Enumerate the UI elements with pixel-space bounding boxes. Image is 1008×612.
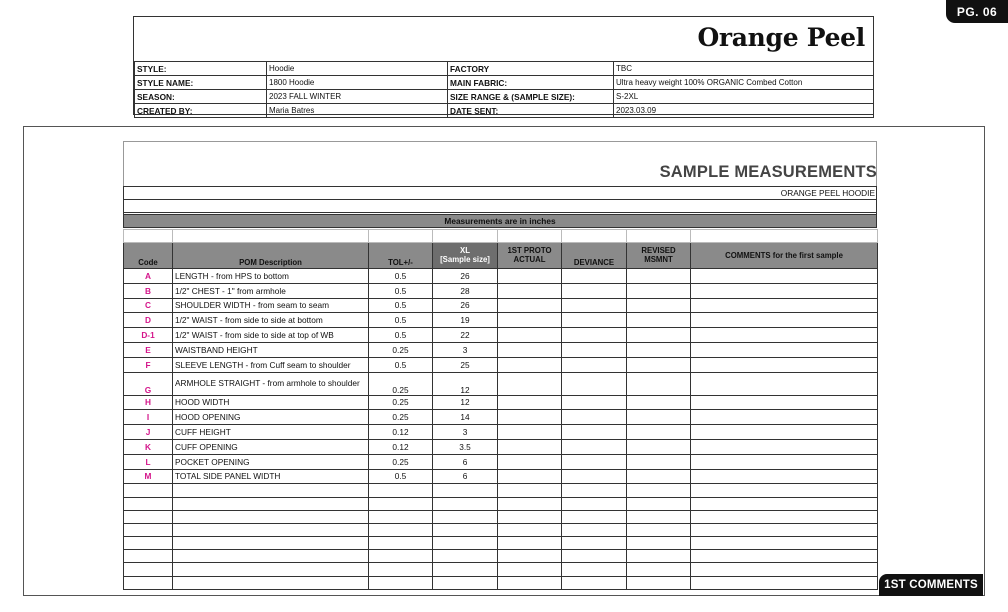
proto-label: 1ST PROTO <box>507 246 552 255</box>
sample-size-value: 3.5 <box>433 439 498 454</box>
empty-cell[interactable] <box>627 497 691 510</box>
deviance-cell[interactable] <box>562 454 627 469</box>
deviance-cell[interactable] <box>562 410 627 425</box>
style-label: STYLE: <box>135 62 267 76</box>
empty-cell[interactable] <box>173 484 369 497</box>
tolerance-value: 0.5 <box>369 328 433 343</box>
revised-msmnt-cell[interactable] <box>627 425 691 440</box>
empty-cell[interactable] <box>498 563 562 576</box>
factory-label: FACTORY <box>448 62 614 76</box>
measurement-row <box>124 269 878 284</box>
comments-cell[interactable] <box>691 425 878 440</box>
spacer-cell <box>124 230 173 243</box>
empty-cell[interactable] <box>433 510 498 523</box>
measurement-row <box>124 469 878 484</box>
pom-description: 1/2" CHEST - 1" from armhole <box>173 283 369 298</box>
empty-cell[interactable] <box>627 484 691 497</box>
comments-cell[interactable] <box>691 283 878 298</box>
revised-msmnt-cell[interactable] <box>627 313 691 328</box>
revised-msmnt-cell[interactable] <box>627 395 691 410</box>
sample-size-value: 3 <box>433 342 498 357</box>
tolerance-value: 0.5 <box>369 313 433 328</box>
pom-description: CUFF OPENING <box>173 439 369 454</box>
revised-msmnt-cell[interactable] <box>627 328 691 343</box>
empty-cell[interactable] <box>498 537 562 550</box>
empty-cell[interactable] <box>173 537 369 550</box>
empty-cell[interactable] <box>498 484 562 497</box>
pom-description: TOTAL SIDE PANEL WIDTH <box>173 469 369 484</box>
empty-cell[interactable] <box>562 523 627 536</box>
empty-cell[interactable] <box>369 484 433 497</box>
sample-size-value: 12 <box>433 372 498 395</box>
tolerance-value: 0.25 <box>369 410 433 425</box>
pom-code: K <box>124 439 173 454</box>
comments-cell[interactable] <box>691 395 878 410</box>
season-label: SEASON: <box>135 90 267 104</box>
revised-msmnt-cell[interactable] <box>627 372 691 395</box>
pom-description: SLEEVE LENGTH - from Cuff seam to shoulder <box>173 357 369 372</box>
empty-cell[interactable] <box>124 550 173 563</box>
page-number-badge: PG. 06 <box>946 0 1008 23</box>
pom-description: 1/2" WAIST - from side to side at bottom <box>173 313 369 328</box>
empty-row <box>124 523 878 536</box>
measurement-row <box>124 357 878 372</box>
header-row <box>124 243 878 269</box>
col-revised-header <box>627 243 691 269</box>
comments-cell[interactable] <box>691 269 878 284</box>
tolerance-value: 0.5 <box>369 357 433 372</box>
measurement-row <box>124 283 878 298</box>
empty-cell[interactable] <box>498 550 562 563</box>
proto-actual-cell[interactable] <box>498 298 562 313</box>
comments-cell[interactable] <box>691 439 878 454</box>
empty-row <box>124 550 878 563</box>
deviance-cell[interactable] <box>562 328 627 343</box>
sample-size-value: 6 <box>433 454 498 469</box>
deviance-cell[interactable] <box>562 298 627 313</box>
tolerance-value: 0.12 <box>369 439 433 454</box>
pom-description: CUFF HEIGHT <box>173 425 369 440</box>
comments-cell[interactable] <box>691 313 878 328</box>
empty-cell[interactable] <box>691 576 878 589</box>
proto-actual-cell[interactable] <box>498 454 562 469</box>
comments-cell[interactable] <box>691 372 878 395</box>
revised-msmnt-cell[interactable] <box>627 439 691 454</box>
empty-cell[interactable] <box>369 510 433 523</box>
pom-description: 1/2" WAIST - from side to side at top of WB <box>173 328 369 343</box>
empty-cell[interactable] <box>124 497 173 510</box>
sample-size-value: 12 <box>433 395 498 410</box>
spec-header <box>133 16 874 115</box>
deviance-cell[interactable] <box>562 439 627 454</box>
pom-code: I <box>124 410 173 425</box>
measurement-row <box>124 328 878 343</box>
revised-msmnt-cell[interactable] <box>627 269 691 284</box>
comments-cell[interactable] <box>691 410 878 425</box>
sample-size-value: 14 <box>433 410 498 425</box>
deviance-cell[interactable] <box>562 425 627 440</box>
proto-actual-cell[interactable] <box>498 342 562 357</box>
empty-cell[interactable] <box>691 484 878 497</box>
empty-cell[interactable] <box>173 550 369 563</box>
comments-cell[interactable] <box>691 328 878 343</box>
revised-msmnt-cell[interactable] <box>627 357 691 372</box>
empty-cell[interactable] <box>691 523 878 536</box>
empty-cell[interactable] <box>173 510 369 523</box>
comments-cell[interactable] <box>691 469 878 484</box>
empty-cell[interactable] <box>498 497 562 510</box>
created-by-value: Maria Batres <box>267 104 448 118</box>
col-sample-header <box>433 243 498 269</box>
proto-actual-cell[interactable] <box>498 469 562 484</box>
col-comments-header: COMMENTS for the first sample <box>691 243 878 269</box>
tolerance-value: 0.12 <box>369 425 433 440</box>
tolerance-value: 0.25 <box>369 454 433 469</box>
measurement-row <box>124 454 878 469</box>
empty-cell[interactable] <box>691 497 878 510</box>
proto-actual-cell[interactable] <box>498 357 562 372</box>
empty-cell[interactable] <box>498 576 562 589</box>
empty-cell[interactable] <box>691 563 878 576</box>
empty-cell[interactable] <box>124 510 173 523</box>
empty-cell[interactable] <box>691 510 878 523</box>
pom-code: D <box>124 313 173 328</box>
revised-msmnt-cell[interactable] <box>627 454 691 469</box>
empty-row <box>124 484 878 497</box>
sample-size-note: [Sample size] <box>440 255 490 264</box>
empty-cell[interactable] <box>691 550 878 563</box>
measurements-body <box>124 269 878 590</box>
pom-description: POCKET OPENING <box>173 454 369 469</box>
measurement-row <box>124 342 878 357</box>
sheet-title: SAMPLE MEASUREMENTS <box>659 163 877 181</box>
proto-actual-cell[interactable] <box>498 269 562 284</box>
empty-cell[interactable] <box>173 497 369 510</box>
frame-line <box>876 186 877 215</box>
empty-cell[interactable] <box>627 576 691 589</box>
divider <box>123 199 877 200</box>
info-row <box>135 90 874 104</box>
sample-size-value: 19 <box>433 313 498 328</box>
pom-code: L <box>124 454 173 469</box>
empty-cell[interactable] <box>562 576 627 589</box>
spacer-row <box>124 230 878 243</box>
divider <box>123 212 877 213</box>
deviance-cell[interactable] <box>562 313 627 328</box>
brand-title: Orange Peel <box>697 23 865 52</box>
size-range-value: S-2XL <box>614 90 874 104</box>
empty-cell[interactable] <box>627 550 691 563</box>
date-sent-value: 2023.03.09 <box>614 104 874 118</box>
proto-actual-cell[interactable] <box>498 328 562 343</box>
pom-description: SHOULDER WIDTH - from seam to seam <box>173 298 369 313</box>
empty-cell[interactable] <box>691 537 878 550</box>
sample-size-value: 3 <box>433 425 498 440</box>
pom-description: LENGTH - from HPS to bottom <box>173 269 369 284</box>
empty-row <box>124 537 878 550</box>
empty-cell[interactable] <box>124 576 173 589</box>
measurement-row <box>124 439 878 454</box>
created-by-label: CREATED BY: <box>135 104 267 118</box>
info-row <box>135 76 874 90</box>
tolerance-value: 0.5 <box>369 283 433 298</box>
tolerance-value: 0.25 <box>369 342 433 357</box>
spacer-cell <box>433 230 498 243</box>
sample-size-value: 28 <box>433 283 498 298</box>
sample-size-value: 22 <box>433 328 498 343</box>
empty-cell[interactable] <box>124 537 173 550</box>
tolerance-value: 0.5 <box>369 298 433 313</box>
empty-row <box>124 576 878 589</box>
empty-cell[interactable] <box>369 523 433 536</box>
empty-cell[interactable] <box>124 484 173 497</box>
empty-cell[interactable] <box>433 497 498 510</box>
measurement-row <box>124 298 878 313</box>
spacer-cell <box>173 230 369 243</box>
main-fabric-value: Ultra heavy weight 100% ORGANIC Combed Cotton <box>614 76 874 90</box>
empty-cell[interactable] <box>369 563 433 576</box>
deviance-cell[interactable] <box>562 395 627 410</box>
col-code-header: Code <box>124 243 173 269</box>
units-banner: Measurements are in inches <box>123 214 877 228</box>
deviance-cell[interactable] <box>562 357 627 372</box>
empty-cell[interactable] <box>124 563 173 576</box>
deviance-cell[interactable] <box>562 372 627 395</box>
size-range-label: SIZE RANGE & (SAMPLE SIZE): <box>448 90 614 104</box>
comments-cell[interactable] <box>691 357 878 372</box>
proto-actual-cell[interactable] <box>498 410 562 425</box>
empty-cell[interactable] <box>562 537 627 550</box>
deviance-cell[interactable] <box>562 469 627 484</box>
proto-actual-cell[interactable] <box>498 439 562 454</box>
empty-cell[interactable] <box>562 563 627 576</box>
empty-cell[interactable] <box>433 550 498 563</box>
empty-row <box>124 563 878 576</box>
spacer-cell <box>498 230 562 243</box>
pom-code: J <box>124 425 173 440</box>
tolerance-value: 0.5 <box>369 269 433 284</box>
revised-msmnt-cell[interactable] <box>627 469 691 484</box>
pom-code: F <box>124 357 173 372</box>
comments-cell[interactable] <box>691 298 878 313</box>
empty-cell[interactable] <box>433 523 498 536</box>
empty-cell[interactable] <box>627 510 691 523</box>
empty-cell[interactable] <box>627 523 691 536</box>
revised-msmnt-cell[interactable] <box>627 410 691 425</box>
empty-cell[interactable] <box>498 523 562 536</box>
measurement-row <box>124 395 878 410</box>
season-value: 2023 FALL WINTER <box>267 90 448 104</box>
date-sent-label: DATE SENT: <box>448 104 614 118</box>
first-comments-tag: 1ST COMMENTS <box>879 574 983 596</box>
empty-cell[interactable] <box>433 537 498 550</box>
tolerance-value: 0.25 <box>369 372 433 395</box>
pom-description: ARMHOLE STRAIGHT - from armhole to shoulder <box>173 372 369 395</box>
sample-size-value: 6 <box>433 469 498 484</box>
empty-cell[interactable] <box>627 537 691 550</box>
empty-cell[interactable] <box>369 497 433 510</box>
empty-row <box>124 497 878 510</box>
tolerance-value: 0.5 <box>369 469 433 484</box>
empty-cell[interactable] <box>173 576 369 589</box>
deviance-cell[interactable] <box>562 342 627 357</box>
pom-code: H <box>124 395 173 410</box>
style-name-label: STYLE NAME: <box>135 76 267 90</box>
frame-line <box>123 186 124 215</box>
style-name-value: 1800 Hoodie <box>267 76 448 90</box>
proto-actual-cell[interactable] <box>498 372 562 395</box>
empty-cell[interactable] <box>498 510 562 523</box>
style-value: Hoodie <box>267 62 448 76</box>
pom-description: HOOD WIDTH <box>173 395 369 410</box>
col-tol-header: TOL+/- <box>369 243 433 269</box>
info-row <box>135 62 874 76</box>
pom-code: M <box>124 469 173 484</box>
pom-code: D-1 <box>124 328 173 343</box>
pom-code: G <box>124 372 173 395</box>
empty-cell[interactable] <box>562 497 627 510</box>
empty-cell[interactable] <box>433 563 498 576</box>
spacer-cell <box>562 230 627 243</box>
empty-cell[interactable] <box>369 550 433 563</box>
empty-cell[interactable] <box>433 576 498 589</box>
col-pom-header: POM Description <box>173 243 369 269</box>
spacer-cell <box>369 230 433 243</box>
empty-cell[interactable] <box>562 550 627 563</box>
empty-cell[interactable] <box>173 563 369 576</box>
pom-description: WAISTBAND HEIGHT <box>173 342 369 357</box>
empty-cell[interactable] <box>369 537 433 550</box>
empty-cell[interactable] <box>433 484 498 497</box>
pom-code: E <box>124 342 173 357</box>
divider <box>123 186 877 187</box>
deviance-cell[interactable] <box>562 269 627 284</box>
measurement-row <box>124 372 878 395</box>
col-deviance-header: DEVIANCE <box>562 243 627 269</box>
deviance-cell[interactable] <box>562 283 627 298</box>
comments-cell[interactable] <box>691 454 878 469</box>
comments-cell[interactable] <box>691 342 878 357</box>
empty-cell[interactable] <box>173 523 369 536</box>
sheet-title-area <box>123 141 877 215</box>
empty-cell[interactable] <box>562 484 627 497</box>
proto-actual-cell[interactable] <box>498 283 562 298</box>
measurement-row <box>124 425 878 440</box>
main-fabric-label: MAIN FABRIC: <box>448 76 614 90</box>
empty-row <box>124 510 878 523</box>
measurement-row <box>124 313 878 328</box>
sample-size-label: XL <box>460 246 470 255</box>
pom-description: HOOD OPENING <box>173 410 369 425</box>
col-proto-header <box>498 243 562 269</box>
pom-code: A <box>124 269 173 284</box>
pom-code: C <box>124 298 173 313</box>
pom-code: B <box>124 283 173 298</box>
sample-size-value: 26 <box>433 269 498 284</box>
spacer-cell <box>691 230 878 243</box>
revised-msmnt-cell[interactable] <box>627 342 691 357</box>
spacer-cell <box>627 230 691 243</box>
empty-cell[interactable] <box>562 510 627 523</box>
sheet-subtitle: ORANGE PEEL HOODIE <box>780 188 875 198</box>
revised-msmnt-cell[interactable] <box>627 298 691 313</box>
spec-info-table <box>134 61 874 118</box>
measurement-row <box>124 410 878 425</box>
proto-actual-cell[interactable] <box>498 313 562 328</box>
info-row <box>135 104 874 118</box>
sample-size-value: 25 <box>433 357 498 372</box>
tolerance-value: 0.25 <box>369 395 433 410</box>
revised-msmnt-cell[interactable] <box>627 283 691 298</box>
frame-line <box>123 141 877 142</box>
proto-actual-cell[interactable] <box>498 395 562 410</box>
revised-label: REVISED <box>641 246 676 255</box>
factory-value: TBC <box>614 62 874 76</box>
measurements-table <box>123 229 878 590</box>
proto-sublabel: ACTUAL <box>513 255 546 264</box>
proto-actual-cell[interactable] <box>498 425 562 440</box>
empty-cell[interactable] <box>369 576 433 589</box>
empty-cell[interactable] <box>627 563 691 576</box>
revised-sublabel: MSMNT <box>644 255 673 264</box>
empty-cell[interactable] <box>124 523 173 536</box>
sample-size-value: 26 <box>433 298 498 313</box>
